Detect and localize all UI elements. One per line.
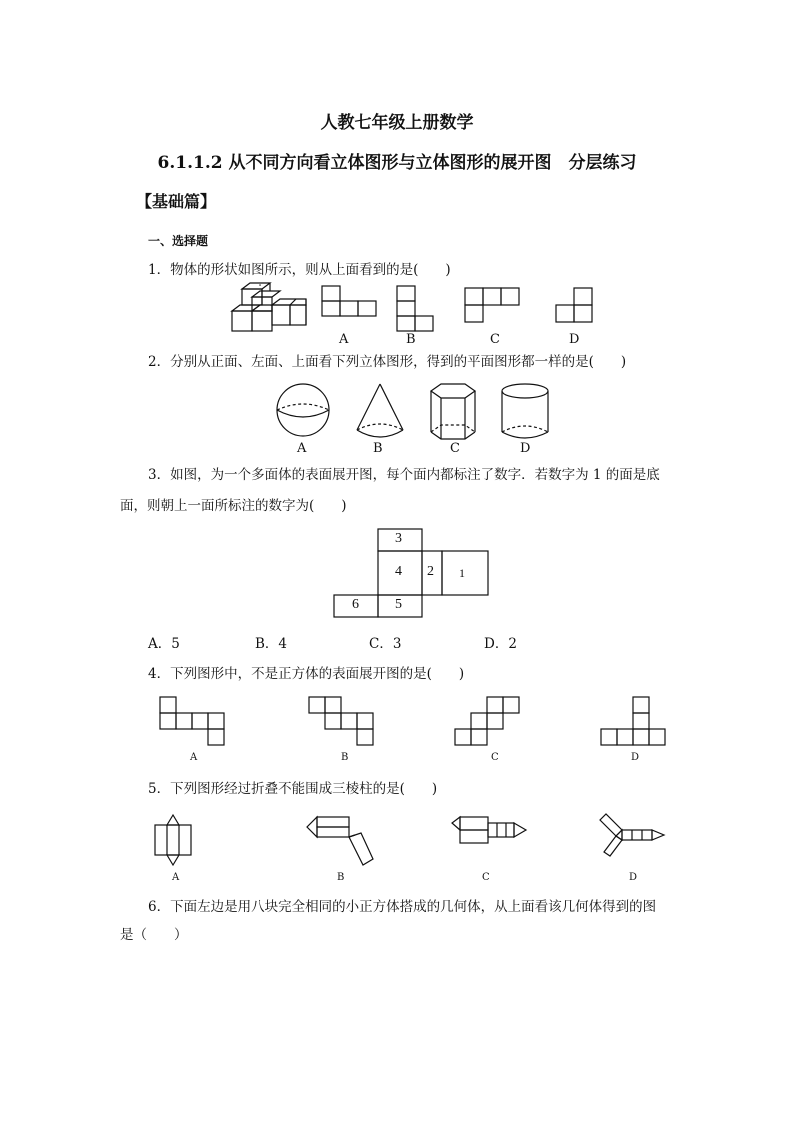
question-3-text-line2: 面，则朝上一面所标注的数字为( ) [120,498,347,514]
part-heading: 一、选择题 [148,234,209,248]
question-6-text-line1: 6．下面左边是用八块完全相同的小正方体搭成的几何体，从上面看该几何体得到的图 [148,899,657,915]
section-heading: 【基础篇】 [136,192,217,211]
q5-label-a: A [172,872,180,883]
q1-option-a-figure [322,286,376,318]
q2-label-d: D [520,441,531,456]
q4-label-d: D [631,752,640,763]
q1-label-c: C [490,332,500,347]
q4-option-d-figure [601,697,671,747]
q5-label-b: B [337,872,345,883]
q4-option-a-figure [160,697,230,747]
q2-cone-figure [354,382,406,442]
q5-option-a-figure [155,815,195,865]
q2-label-b: B [373,441,383,456]
q2-label-c: C [450,441,460,456]
q4-option-b-figure [309,697,379,747]
q2-cylinder-figure [499,382,551,442]
q2-hexagonal-prism-figure [429,382,477,442]
question-4-text: 4．下列图形中，不是正方体的表面展开图的是( ) [148,666,465,682]
q1-label-b: B [406,332,416,347]
question-1-text: 1．物体的形状如图所示，则从上面看到的是( ) [148,262,451,278]
q3-option-c[interactable]: C．3 [369,636,402,652]
q3-option-b[interactable]: B．4 [255,636,288,652]
q4-option-c-figure [455,697,525,747]
q1-option-b-figure [397,286,437,332]
q3-option-a[interactable]: A．5 [148,636,180,652]
q3-net-figure [334,529,490,619]
q3-face-5: 5 [395,597,402,612]
q1-label-d: D [569,332,580,347]
q3-face-1: 1 [459,566,465,580]
q3-face-3: 3 [395,531,402,546]
q5-option-b-figure [305,813,375,869]
question-3-text-line1: 3．如图，为一个多面体的表面展开图，每个面内都标注了数字．若数字为 1 的面是底 [148,467,660,483]
q3-face-4: 4 [395,564,402,579]
q1-option-d-figure [556,288,596,324]
q2-sphere-figure [275,382,331,438]
q3-face-2: 2 [427,564,434,579]
question-5-text: 5．下列图形经过折叠不能围成三棱柱的是( ) [148,781,438,797]
q4-label-b: B [341,752,349,763]
q5-option-d-figure [598,810,668,860]
question-6-text-line2: 是（ ） [120,927,188,943]
q4-label-c: C [491,752,499,763]
q5-label-d: D [629,872,638,883]
q5-option-c-figure [452,817,532,847]
q5-label-c: C [482,872,490,883]
question-2-text: 2．分别从正面、左面、上面看下列立体图形，得到的平面图形都一样的是( ) [148,354,627,370]
page-subtitle: 6.1.1.2 从不同方向看立体图形与立体图形的展开图 分层练习 [157,153,637,173]
q3-option-d[interactable]: D．2 [484,636,517,652]
q3-face-6: 6 [352,597,359,612]
q1-option-c-figure [465,288,523,324]
q1-solid-figure [230,283,310,333]
q4-label-a: A [190,752,198,763]
q1-label-a: A [339,332,349,347]
q2-label-a: A [297,441,307,456]
page-title: 人教七年级上册数学 [320,113,474,133]
